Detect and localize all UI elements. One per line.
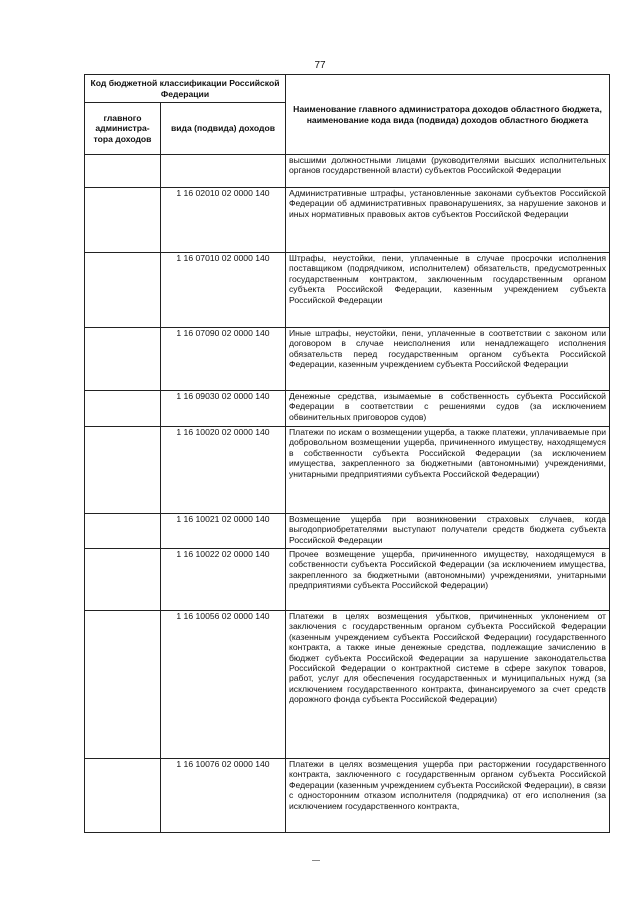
admin-code-cell — [85, 759, 161, 833]
admin-code-cell — [85, 391, 161, 427]
admin-code-cell — [85, 427, 161, 514]
revenue-name-cell: Платежи по искам о возмещении ущерба, а также платежи, уплачиваемые при добровольном возмещении ущерба, причиненного имуществу, находящемуся в собственности субъекта Российской Федерации (за исключением имущества, закрепленного за бюджетными (автономными) учреждениями, унитарными предприятиями субъекта Российской Федерации) — [286, 427, 610, 514]
revenue-code-cell: 1 16 10076 02 0000 140 — [161, 759, 286, 833]
table-row — [85, 759, 610, 833]
page-number: 77 — [314, 60, 326, 71]
table-row — [85, 391, 610, 427]
header-code-group: Код бюджетной классификации Российской Федерации — [85, 75, 286, 103]
admin-code-cell — [85, 328, 161, 391]
table-row — [85, 188, 610, 253]
table-row — [85, 514, 610, 549]
revenue-code-cell: 1 16 10056 02 0000 140 — [161, 611, 286, 759]
footer-mark — [312, 860, 320, 861]
table-row — [85, 427, 610, 514]
revenue-name-cell: Административные штрафы, установленные законами субъектов Российской Федерации об административных правонарушениях, за нарушение законов и иных нормативных правовых актов субъектов Российской Федерации — [286, 188, 610, 253]
revenue-name-cell: Платежи в целях возмещения убытков, причиненных уклонением от заключения с государственным органом субъекта Российской Федерации (казенным учреждением субъекта Российской Федерации) государственного контракта, а также иные денежные средства, подлежащие зачислению в бюджет субъекта Российской Федерации за нарушение законодательства Российской Федерации о контрактной системе в сфере закупок товаров, работ, услуг для обеспечения государственных и муниципальных нужд (за исключением государственного контракта, финансируемого за счет средств дорожного фонда субъекта Российской Федерации) — [286, 611, 610, 759]
admin-code-cell — [85, 611, 161, 759]
header-name-column: Наименование главного администратора доходов областного бюджета, наименование кода вида (подвида) доходов областного бюджета — [286, 75, 610, 155]
revenue-code-cell — [161, 155, 286, 188]
revenue-code-cell: 1 16 02010 02 0000 140 — [161, 188, 286, 253]
admin-code-cell — [85, 188, 161, 253]
admin-code-cell — [85, 155, 161, 188]
header-admin-column: главного администра-тора доходов — [85, 103, 161, 155]
revenue-code-cell: 1 16 07090 02 0000 140 — [161, 328, 286, 391]
revenue-code-cell: 1 16 09030 02 0000 140 — [161, 391, 286, 427]
table-row — [85, 253, 610, 328]
revenue-name-cell: Иные штрафы, неустойки, пени, уплаченные в соответствии с законом или договором в случае неисполнения или ненадлежащего исполнения обязательств перед государственным органом субъекта Российской Федерации, казенным учреждением субъекта Российской Федерации — [286, 328, 610, 391]
table-row — [85, 155, 610, 188]
revenue-name-cell: высшими должностными лицами (руководителями высших исполнительных органов государственной власти) субъектов Российской Федерации — [286, 155, 610, 188]
admin-code-cell — [85, 549, 161, 611]
revenue-name-cell: Прочее возмещение ущерба, причиненного имуществу, находящемуся в собственности субъекта Российской Федерации (за исключением имущества, закрепленного за бюджетными (автономными) учреждениями, унитарными предприятиями субъекта Российской Федерации) — [286, 549, 610, 611]
table-row — [85, 328, 610, 391]
admin-code-cell — [85, 253, 161, 328]
revenue-name-cell: Платежи в целях возмещения ущерба при расторжении государственного контракта, заключенного с государственным органом субъекта Российской Федерации (казенным учреждением субъекта Российской Федерации), в связи с односторонним отказом исполнителя (подрядчика) от его исполнения (за исключением государственного контракта, — [286, 759, 610, 833]
revenue-code-cell: 1 16 10021 02 0000 140 — [161, 514, 286, 549]
revenue-code-cell: 1 16 10022 02 0000 140 — [161, 549, 286, 611]
revenue-code-cell: 1 16 07010 02 0000 140 — [161, 253, 286, 328]
budget-classification-table — [84, 74, 610, 833]
table-row — [85, 549, 610, 611]
table-row — [85, 611, 610, 759]
revenue-code-cell: 1 16 10020 02 0000 140 — [161, 427, 286, 514]
header-type-column: вида (подвида) доходов — [161, 103, 286, 155]
revenue-name-cell: Денежные средства, изымаемые в собственность субъекта Российской Федерации в соответствии с решениями судов (за исключением обвинительных приговоров судов) — [286, 391, 610, 427]
admin-code-cell — [85, 514, 161, 549]
revenue-name-cell: Штрафы, неустойки, пени, уплаченные в случае просрочки исполнения поставщиком (подрядчиком, исполнителем) обязательств, предусмотренных государственным контрактом, заключенным государственным органом субъекта Российской Федерации, казенным учреждением субъекта Российской Федерации — [286, 253, 610, 328]
revenue-name-cell: Возмещение ущерба при возникновении страховых случаев, когда выгодоприобретателями выступают получатели средств бюджета субъекта Российской Федерации — [286, 514, 610, 549]
